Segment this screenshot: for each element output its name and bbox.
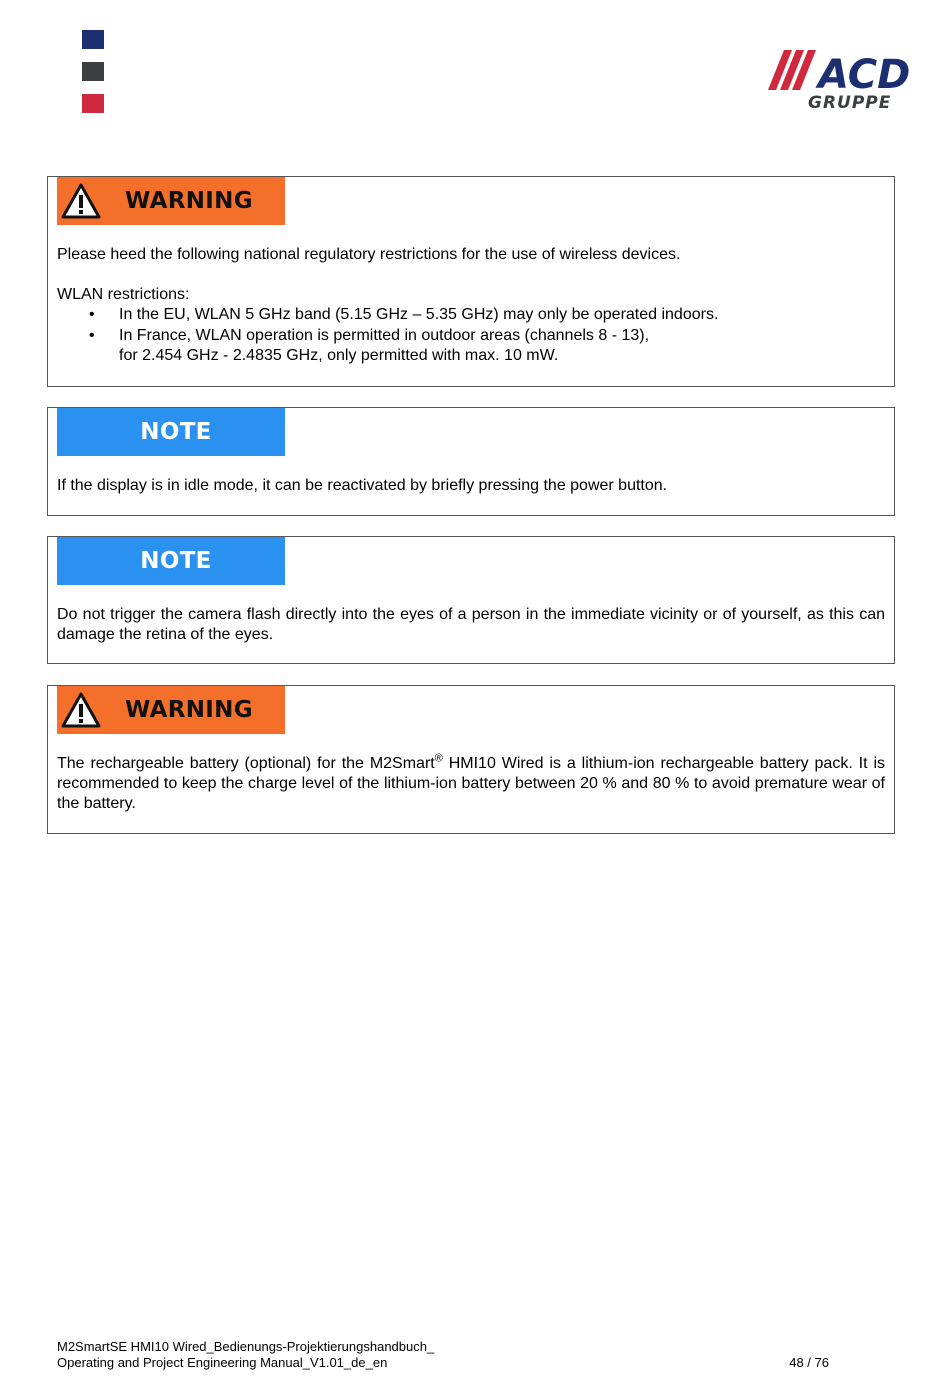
warning-label: WARNING <box>125 697 253 723</box>
page-number: 48 / 76 <box>789 1355 829 1370</box>
note-banner <box>57 408 285 456</box>
list-item <box>57 326 885 366</box>
warning-box-wireless <box>47 176 895 387</box>
list-item-continuation: for 2.454 GHz - 2.4835 GHz, only permitted with max. 10 mW. <box>119 347 559 364</box>
warning-box-battery <box>47 685 895 834</box>
warning-triangle-icon <box>61 182 101 220</box>
list-item: • In the EU, WLAN 5 GHz band (5.15 GHz – 5.35 GHz) may only be operated indoors. <box>57 305 885 325</box>
battery-text-rest: HMI10 Wired is a lithium-ion rechargeable battery pack. It is recommended to keep the charge level of the lithium-ion battery between 20 % and 80 % to avoid premature wear of the battery. <box>57 755 885 812</box>
footer-doc-subtitle: Operating and Project Engineering Manual_V1.01_de_en <box>57 1355 388 1370</box>
note-text: Do not trigger the camera flash directly into the eyes of a person in the immediate vicinity or of yourself, as this can damage the retina of the eyes. <box>57 606 885 643</box>
warning-intro: Please heed the following national regulatory restrictions for the use of wireless devices. <box>57 246 681 263</box>
warning-banner <box>57 177 285 225</box>
warning-triangle-icon <box>61 691 101 729</box>
brand-square-blue <box>82 30 104 49</box>
brand-square-red <box>82 94 104 113</box>
note-box-idle <box>47 407 895 516</box>
warning-label: WARNING <box>125 188 253 214</box>
warning-text <box>57 754 885 814</box>
wlan-subheading: WLAN restrictions: <box>57 286 190 303</box>
brand-square-gray <box>82 62 104 81</box>
footer-doc-title: M2SmartSE HMI10 Wired_Bedienungs-Projektierungshandbuch_ <box>57 1339 435 1354</box>
note-banner <box>57 537 285 585</box>
acd-gruppe-logo <box>766 48 918 112</box>
logo-brand: ACD <box>818 52 911 98</box>
battery-text-start: The rechargeable battery (optional) for the M2Smart <box>57 755 435 772</box>
note-label: NOTE <box>140 548 212 574</box>
warning-banner <box>57 686 285 734</box>
registered-mark: ® <box>434 752 443 765</box>
logo-sub: GRUPPE <box>808 93 892 112</box>
note-box-flash <box>47 536 895 664</box>
note-label: NOTE <box>140 419 212 445</box>
warning-body <box>57 245 885 366</box>
page-footer <box>57 1339 829 1371</box>
list-item-text: In France, WLAN operation is permitted in outdoor areas (channels 8 - 13), <box>119 327 650 344</box>
note-text: If the display is in idle mode, it can be reactivated by briefly pressing the power button. <box>57 477 668 494</box>
wlan-restrictions-list <box>57 305 885 366</box>
